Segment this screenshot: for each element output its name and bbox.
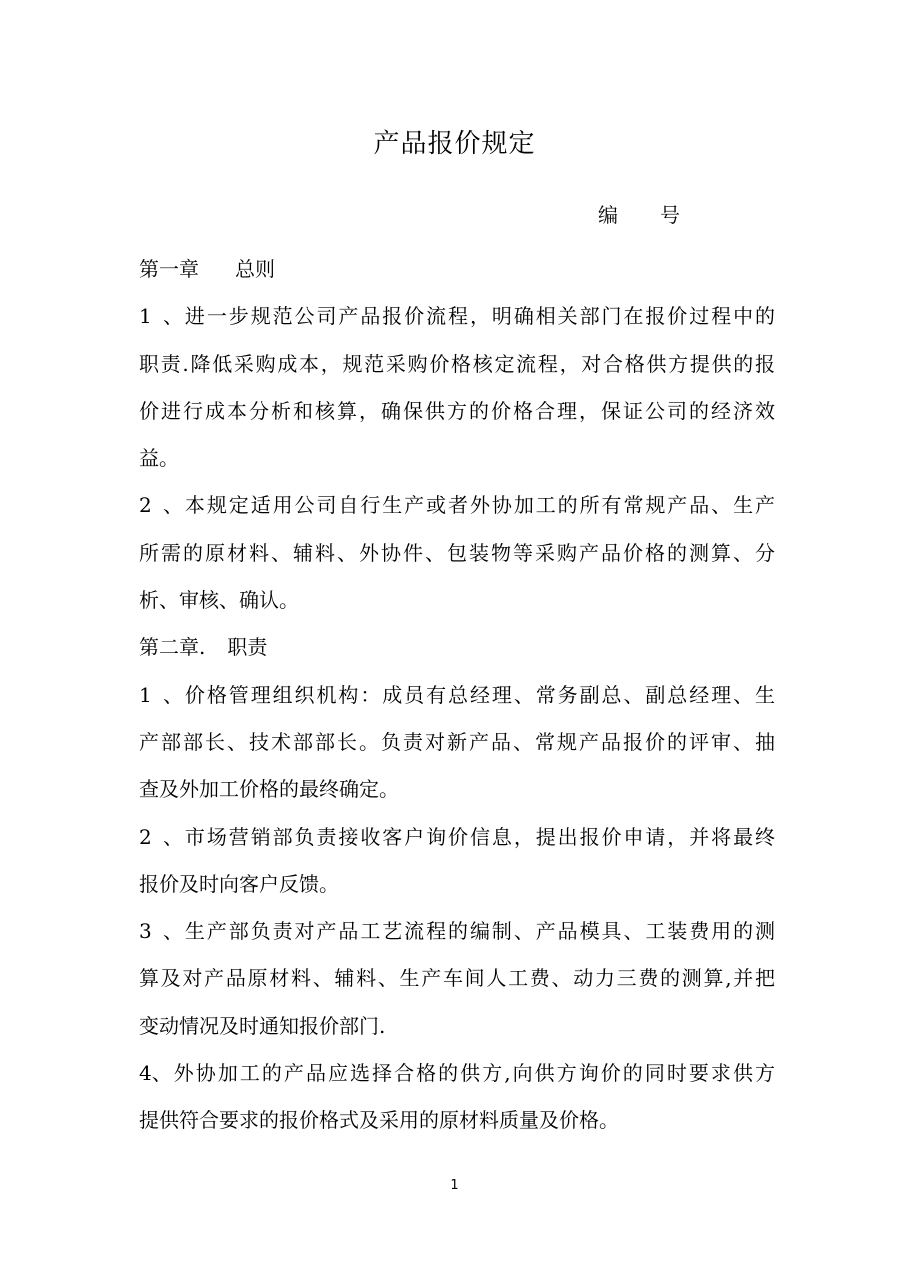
doc-no-char-1: 编 (598, 203, 618, 227)
clause-number: 1、 (139, 304, 183, 329)
chapter-name: 总则 (235, 257, 275, 281)
clause-line: 变动情况及时通知报价部门. (139, 1013, 386, 1038)
clause-line: 市场营销部负责接收客户询价信息，提出报价申请，并将最终 (183, 824, 775, 849)
clause-paragraph (139, 908, 775, 1050)
document-number-label (598, 200, 680, 230)
clause-line: 职责.降低采购成本，规范采购价格核定流程，对合格供方提供的报 (139, 351, 775, 376)
clause-line: 查及外加工价格的最终确定。 (139, 777, 399, 802)
clause-line: 析、审核、确认。 (139, 588, 299, 613)
clause-number: 2、 (139, 824, 183, 849)
clause-line: 提供符合要求的报价格式及采用的原材料质量及价格。 (139, 1108, 619, 1133)
chapter-heading (139, 246, 775, 293)
clause-line: 价格管理组织机构：成员有总经理、常务副总、副总经理、生 (183, 682, 775, 707)
clause-paragraph (139, 482, 775, 624)
clause-number: 2、 (139, 493, 183, 518)
clause-line: 价进行成本分析和核算，确保供方的价格合理，保证公司的经济效 (139, 398, 775, 423)
clause-line: 外协加工的产品应选择合格的供方,向供方询价的同时要求供方 (171, 1061, 775, 1086)
clause-paragraph (139, 1050, 775, 1145)
page-number: 1 (450, 1178, 459, 1193)
clause-number: 3、 (139, 919, 183, 944)
clause-line: 进一步规范公司产品报价流程，明确相关部门在报价过程中的 (183, 304, 775, 329)
document-body (139, 246, 775, 1145)
doc-no-char-2: 号 (660, 203, 680, 227)
clause-line: 益。 (139, 446, 179, 471)
chapter-label: 第二章. (139, 635, 206, 660)
clause-paragraph (139, 672, 775, 814)
clause-paragraph (139, 814, 775, 909)
clause-line: 算及对产品原材料、辅料、生产车间人工费、动力三费的测算,并把 (139, 966, 775, 991)
chapter-label: 第一章 (139, 257, 199, 281)
clause-line: 所需的原材料、辅料、外协件、包装物等采购产品价格的测算、分 (139, 540, 775, 565)
chapter-heading (139, 624, 775, 671)
chapter-name: 职责 (227, 635, 268, 660)
clause-line: 产部部长、技术部部长。负责对新产品、常规产品报价的评审、抽 (139, 729, 775, 754)
document-title: 产品报价规定 (373, 129, 536, 159)
clause-paragraph (139, 293, 775, 482)
clause-line: 报价及时向客户反馈。 (139, 871, 339, 896)
clause-number: 1、 (139, 682, 183, 707)
clause-line: 本规定适用公司自行生产或者外协加工的所有常规产品、生产 (183, 493, 775, 518)
clause-number: 4、 (139, 1061, 172, 1086)
clause-line: 生产部负责对产品工艺流程的编制、产品模具、工装费用的测 (183, 919, 775, 944)
